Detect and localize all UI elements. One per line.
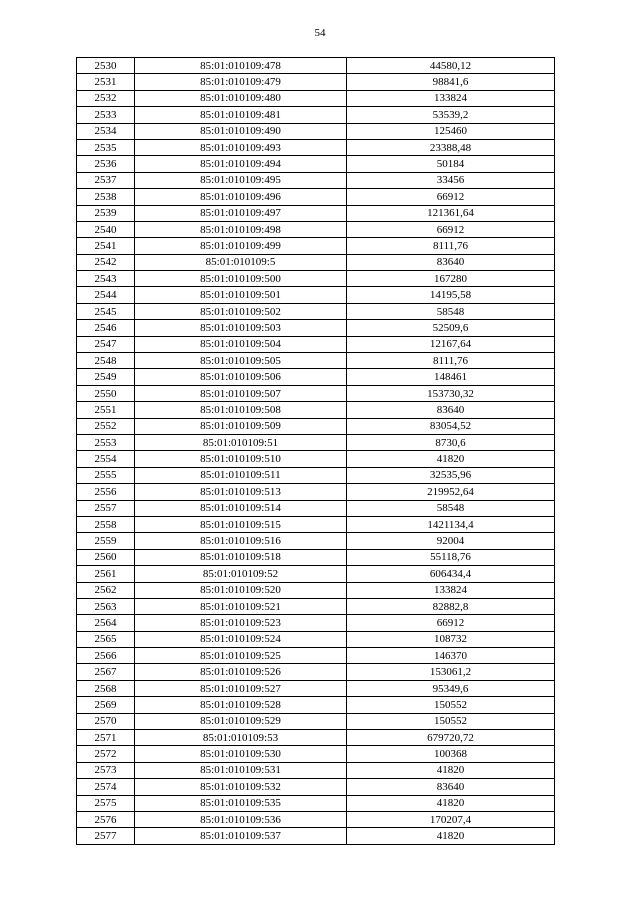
cadastral-number-cell: 85:01:010109:480 xyxy=(135,90,347,106)
table-row xyxy=(77,467,555,483)
row-number-cell: 2576 xyxy=(77,811,135,827)
cadastral-number-cell: 85:01:010109:505 xyxy=(135,353,347,369)
cadastral-number-cell: 85:01:010109:514 xyxy=(135,500,347,516)
table-row xyxy=(77,516,555,532)
table-row xyxy=(77,828,555,844)
value-cell: 83640 xyxy=(347,254,555,270)
row-number-cell: 2577 xyxy=(77,828,135,844)
cadastral-number-cell: 85:01:010109:526 xyxy=(135,664,347,680)
row-number-cell: 2558 xyxy=(77,516,135,532)
value-cell: 133824 xyxy=(347,90,555,106)
row-number-cell: 2568 xyxy=(77,680,135,696)
value-cell: 52509,6 xyxy=(347,320,555,336)
row-number-cell: 2570 xyxy=(77,713,135,729)
table-row xyxy=(77,139,555,155)
value-cell: 153730,32 xyxy=(347,385,555,401)
cadastral-number-cell: 85:01:010109:478 xyxy=(135,58,347,74)
table-row xyxy=(77,631,555,647)
value-cell: 1421134,4 xyxy=(347,516,555,532)
cadastral-number-cell: 85:01:010109:530 xyxy=(135,746,347,762)
row-number-cell: 2532 xyxy=(77,90,135,106)
row-number-cell: 2536 xyxy=(77,156,135,172)
table-row xyxy=(77,730,555,746)
value-cell: 44580,12 xyxy=(347,58,555,74)
value-cell: 41820 xyxy=(347,762,555,778)
cadastral-number-cell: 85:01:010109:513 xyxy=(135,484,347,500)
cadastral-number-cell: 85:01:010109:504 xyxy=(135,336,347,352)
table-row xyxy=(77,811,555,827)
row-number-cell: 2541 xyxy=(77,238,135,254)
cadastral-number-cell: 85:01:010109:521 xyxy=(135,598,347,614)
table-row xyxy=(77,221,555,237)
cadastral-number-cell: 85:01:010109:531 xyxy=(135,762,347,778)
value-cell: 167280 xyxy=(347,271,555,287)
table-row xyxy=(77,697,555,713)
cadastral-number-cell: 85:01:010109:496 xyxy=(135,189,347,205)
row-number-cell: 2540 xyxy=(77,221,135,237)
row-number-cell: 2530 xyxy=(77,58,135,74)
cadastral-number-cell: 85:01:010109:523 xyxy=(135,615,347,631)
table-row xyxy=(77,156,555,172)
row-number-cell: 2531 xyxy=(77,74,135,90)
row-number-cell: 2533 xyxy=(77,107,135,123)
table-row xyxy=(77,566,555,582)
value-cell: 53539,2 xyxy=(347,107,555,123)
row-number-cell: 2560 xyxy=(77,549,135,565)
table-row xyxy=(77,353,555,369)
table-row xyxy=(77,254,555,270)
value-cell: 83054,52 xyxy=(347,418,555,434)
cadastral-number-cell: 85:01:010109:536 xyxy=(135,811,347,827)
cadastral-number-cell: 85:01:010109:509 xyxy=(135,418,347,434)
row-number-cell: 2538 xyxy=(77,189,135,205)
table-row xyxy=(77,189,555,205)
cadastral-number-cell: 85:01:010109:529 xyxy=(135,713,347,729)
row-number-cell: 2539 xyxy=(77,205,135,221)
value-cell: 41820 xyxy=(347,795,555,811)
row-number-cell: 2552 xyxy=(77,418,135,434)
table-row xyxy=(77,172,555,188)
table-row xyxy=(77,205,555,221)
cadastral-number-cell: 85:01:010109:535 xyxy=(135,795,347,811)
value-cell: 58548 xyxy=(347,500,555,516)
table-row xyxy=(77,369,555,385)
row-number-cell: 2572 xyxy=(77,746,135,762)
value-cell: 148461 xyxy=(347,369,555,385)
row-number-cell: 2537 xyxy=(77,172,135,188)
table-row xyxy=(77,648,555,664)
table-body xyxy=(77,58,555,845)
table-row xyxy=(77,320,555,336)
cadastral-number-cell: 85:01:010109:495 xyxy=(135,172,347,188)
cadastral-number-cell: 85:01:010109:53 xyxy=(135,730,347,746)
value-cell: 58548 xyxy=(347,303,555,319)
value-cell: 121361,64 xyxy=(347,205,555,221)
value-cell: 153061,2 xyxy=(347,664,555,680)
cadastral-number-cell: 85:01:010109:527 xyxy=(135,680,347,696)
table-row xyxy=(77,385,555,401)
table-row xyxy=(77,549,555,565)
cadastral-number-cell: 85:01:010109:5 xyxy=(135,254,347,270)
cadastral-number-cell: 85:01:010109:515 xyxy=(135,516,347,532)
value-cell: 100368 xyxy=(347,746,555,762)
table-row xyxy=(77,746,555,762)
cadastral-number-cell: 85:01:010109:494 xyxy=(135,156,347,172)
value-cell: 679720,72 xyxy=(347,730,555,746)
cadastral-number-cell: 85:01:010109:508 xyxy=(135,402,347,418)
value-cell: 98841,6 xyxy=(347,74,555,90)
value-cell: 8730,6 xyxy=(347,434,555,450)
row-number-cell: 2564 xyxy=(77,615,135,631)
table-row xyxy=(77,779,555,795)
cadastral-number-cell: 85:01:010109:500 xyxy=(135,271,347,287)
table-row xyxy=(77,287,555,303)
row-number-cell: 2556 xyxy=(77,484,135,500)
row-number-cell: 2562 xyxy=(77,582,135,598)
row-number-cell: 2542 xyxy=(77,254,135,270)
row-number-cell: 2535 xyxy=(77,139,135,155)
row-number-cell: 2571 xyxy=(77,730,135,746)
row-number-cell: 2543 xyxy=(77,271,135,287)
value-cell: 83640 xyxy=(347,779,555,795)
row-number-cell: 2575 xyxy=(77,795,135,811)
cadastral-number-cell: 85:01:010109:499 xyxy=(135,238,347,254)
cadastral-number-cell: 85:01:010109:525 xyxy=(135,648,347,664)
row-number-cell: 2547 xyxy=(77,336,135,352)
value-cell: 95349,6 xyxy=(347,680,555,696)
cadastral-number-cell: 85:01:010109:511 xyxy=(135,467,347,483)
table-row xyxy=(77,500,555,516)
row-number-cell: 2555 xyxy=(77,467,135,483)
value-cell: 219952,64 xyxy=(347,484,555,500)
cadastral-number-cell: 85:01:010109:498 xyxy=(135,221,347,237)
value-cell: 23388,48 xyxy=(347,139,555,155)
value-cell: 55118,76 xyxy=(347,549,555,565)
row-number-cell: 2554 xyxy=(77,451,135,467)
cadastral-number-cell: 85:01:010109:516 xyxy=(135,533,347,549)
cadastral-number-cell: 85:01:010109:479 xyxy=(135,74,347,90)
value-cell: 8111,76 xyxy=(347,353,555,369)
cadastral-number-cell: 85:01:010109:490 xyxy=(135,123,347,139)
cadastral-number-cell: 85:01:010109:501 xyxy=(135,287,347,303)
value-cell: 133824 xyxy=(347,582,555,598)
cadastral-number-cell: 85:01:010109:52 xyxy=(135,566,347,582)
cadastral-number-cell: 85:01:010109:524 xyxy=(135,631,347,647)
table-row xyxy=(77,271,555,287)
cadastral-number-cell: 85:01:010109:518 xyxy=(135,549,347,565)
value-cell: 82882,8 xyxy=(347,598,555,614)
table-row xyxy=(77,762,555,778)
value-cell: 146370 xyxy=(347,648,555,664)
value-cell: 66912 xyxy=(347,221,555,237)
value-cell: 66912 xyxy=(347,189,555,205)
row-number-cell: 2548 xyxy=(77,353,135,369)
table-row xyxy=(77,598,555,614)
row-number-cell: 2563 xyxy=(77,598,135,614)
row-number-cell: 2545 xyxy=(77,303,135,319)
value-cell: 125460 xyxy=(347,123,555,139)
table-row xyxy=(77,303,555,319)
row-number-cell: 2561 xyxy=(77,566,135,582)
table-row xyxy=(77,615,555,631)
row-number-cell: 2544 xyxy=(77,287,135,303)
cadastral-number-cell: 85:01:010109:520 xyxy=(135,582,347,598)
value-cell: 92004 xyxy=(347,533,555,549)
cadastral-number-cell: 85:01:010109:507 xyxy=(135,385,347,401)
table-row xyxy=(77,484,555,500)
table-row xyxy=(77,418,555,434)
table-row xyxy=(77,582,555,598)
value-cell: 606434,4 xyxy=(347,566,555,582)
row-number-cell: 2567 xyxy=(77,664,135,680)
table-row xyxy=(77,795,555,811)
value-cell: 41820 xyxy=(347,451,555,467)
row-number-cell: 2553 xyxy=(77,434,135,450)
value-cell: 12167,64 xyxy=(347,336,555,352)
value-cell: 50184 xyxy=(347,156,555,172)
value-cell: 32535,96 xyxy=(347,467,555,483)
page-number: 54 xyxy=(314,27,326,39)
value-cell: 14195,58 xyxy=(347,287,555,303)
cadastral-number-cell: 85:01:010109:481 xyxy=(135,107,347,123)
cadastral-number-cell: 85:01:010109:532 xyxy=(135,779,347,795)
row-number-cell: 2574 xyxy=(77,779,135,795)
row-number-cell: 2534 xyxy=(77,123,135,139)
cadastral-number-cell: 85:01:010109:528 xyxy=(135,697,347,713)
cadastral-number-cell: 85:01:010109:503 xyxy=(135,320,347,336)
value-cell: 150552 xyxy=(347,697,555,713)
table-row xyxy=(77,451,555,467)
table-row xyxy=(77,434,555,450)
row-number-cell: 2565 xyxy=(77,631,135,647)
value-cell: 170207,4 xyxy=(347,811,555,827)
value-cell: 41820 xyxy=(347,828,555,844)
cadastral-table xyxy=(76,57,555,845)
table-row xyxy=(77,58,555,74)
table-row xyxy=(77,90,555,106)
row-number-cell: 2557 xyxy=(77,500,135,516)
row-number-cell: 2550 xyxy=(77,385,135,401)
value-cell: 108732 xyxy=(347,631,555,647)
table-row xyxy=(77,402,555,418)
table-row xyxy=(77,713,555,729)
row-number-cell: 2551 xyxy=(77,402,135,418)
cadastral-number-cell: 85:01:010109:51 xyxy=(135,434,347,450)
cadastral-number-cell: 85:01:010109:506 xyxy=(135,369,347,385)
row-number-cell: 2546 xyxy=(77,320,135,336)
table-row xyxy=(77,123,555,139)
row-number-cell: 2559 xyxy=(77,533,135,549)
cadastral-number-cell: 85:01:010109:493 xyxy=(135,139,347,155)
table-row xyxy=(77,238,555,254)
cadastral-number-cell: 85:01:010109:497 xyxy=(135,205,347,221)
value-cell: 66912 xyxy=(347,615,555,631)
value-cell: 8111,76 xyxy=(347,238,555,254)
value-cell: 150552 xyxy=(347,713,555,729)
table-row xyxy=(77,533,555,549)
value-cell: 33456 xyxy=(347,172,555,188)
row-number-cell: 2573 xyxy=(77,762,135,778)
cadastral-number-cell: 85:01:010109:537 xyxy=(135,828,347,844)
table-row xyxy=(77,74,555,90)
value-cell: 83640 xyxy=(347,402,555,418)
table-row xyxy=(77,664,555,680)
table-row xyxy=(77,680,555,696)
cadastral-number-cell: 85:01:010109:502 xyxy=(135,303,347,319)
table-row xyxy=(77,107,555,123)
table-row xyxy=(77,336,555,352)
row-number-cell: 2569 xyxy=(77,697,135,713)
row-number-cell: 2549 xyxy=(77,369,135,385)
row-number-cell: 2566 xyxy=(77,648,135,664)
cadastral-number-cell: 85:01:010109:510 xyxy=(135,451,347,467)
